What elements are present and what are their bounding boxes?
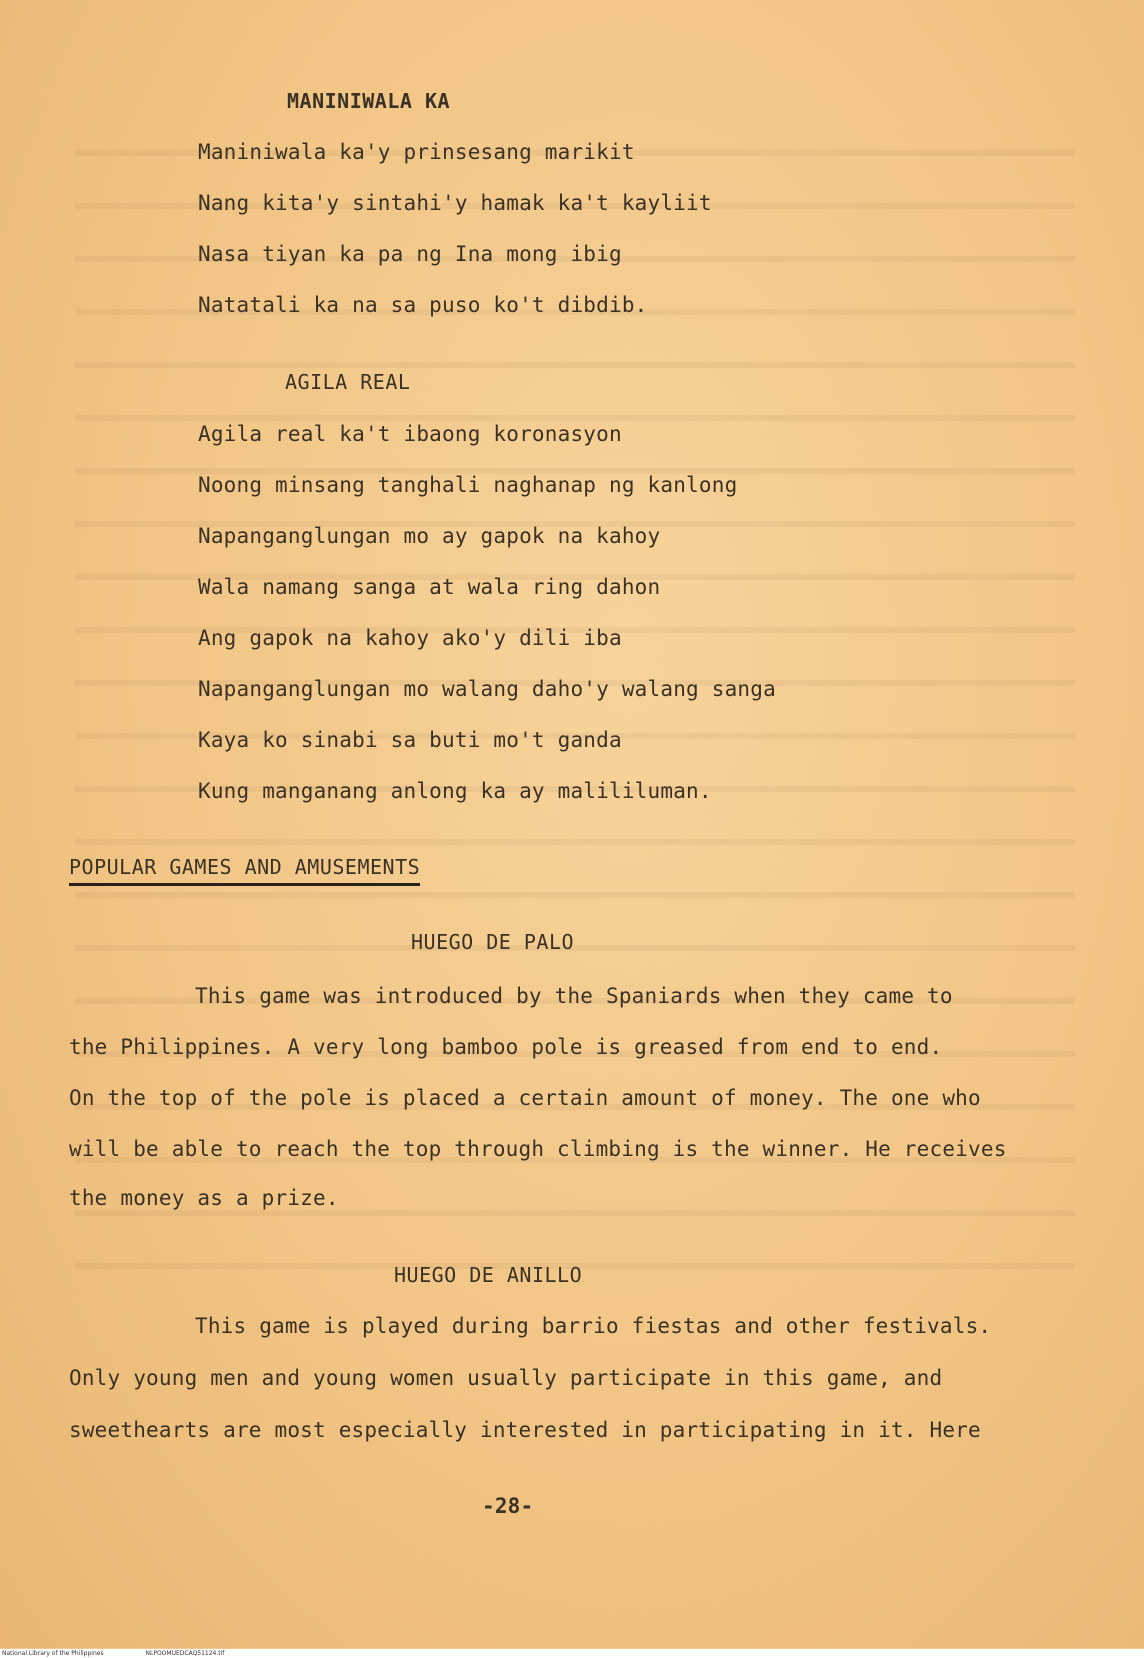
poem-line: Wala namang sanga at wala ring dahon: [198, 575, 661, 599]
bleed-through-text: [75, 110, 1075, 1310]
page-number: -28-: [482, 1494, 534, 1518]
poem-line: Noong minsang tanghali naghanap ng kanlong: [198, 473, 738, 497]
paragraph-line: sweethearts are most especially interested in participating in it. Here: [69, 1418, 981, 1442]
scan-footer: [0, 1649, 1144, 1658]
footer-library: National Library of the Philippines: [2, 1650, 104, 1657]
section-heading: POPULAR GAMES AND AMUSEMENTS: [69, 855, 420, 886]
paragraph-line: Only young men and young women usually participate in this game, and: [69, 1366, 943, 1390]
poem-title: MANINIWALA KA: [287, 89, 451, 113]
poem-line: Kaya ko sinabi sa buti mo't ganda: [198, 728, 622, 752]
poem-line: Napanganglungan mo walang daho'y walang sanga: [198, 677, 776, 701]
poem-title: AGILA REAL: [285, 370, 411, 394]
paragraph-line: On the top of the pole is placed a certain amount of money. The one who: [69, 1086, 981, 1110]
poem-line: Maniniwala ka'y prinsesang marikit: [198, 140, 635, 164]
poem-line: Ang gapok na kahoy ako'y dili iba: [198, 626, 622, 650]
paragraph-line: the Philippines. A very long bamboo pole is greased from end to end.: [69, 1035, 943, 1059]
game-title: HUEGO DE ANILLO: [394, 1263, 583, 1287]
poem-line: Kung manganang anlong ka ay malililuman.: [198, 779, 712, 803]
paragraph-line: will be able to reach the top through climbing is the winner. He receives: [69, 1137, 1007, 1161]
footer-reference: NLPOOMUEDCAQ51124.tif: [145, 1650, 225, 1657]
poem-line: Nang kita'y sintahi'y hamak ka't kayliit: [198, 191, 712, 215]
paragraph-line: This game was introduced by the Spaniards when they came to: [195, 984, 953, 1008]
paragraph-line: This game is played during barrio fiestas and other festivals.: [195, 1314, 992, 1338]
poem-line: Napanganglungan mo ay gapok na kahoy: [198, 524, 661, 548]
poem-line: Natatali ka na sa puso ko't dibdib.: [198, 293, 648, 317]
game-title: HUEGO DE PALO: [411, 930, 575, 954]
paragraph-line: the money as a prize.: [69, 1186, 339, 1210]
poem-line: Nasa tiyan ka pa ng Ina mong ibig: [198, 242, 622, 266]
poem-line: Agila real ka't ibaong koronasyon: [198, 422, 622, 446]
